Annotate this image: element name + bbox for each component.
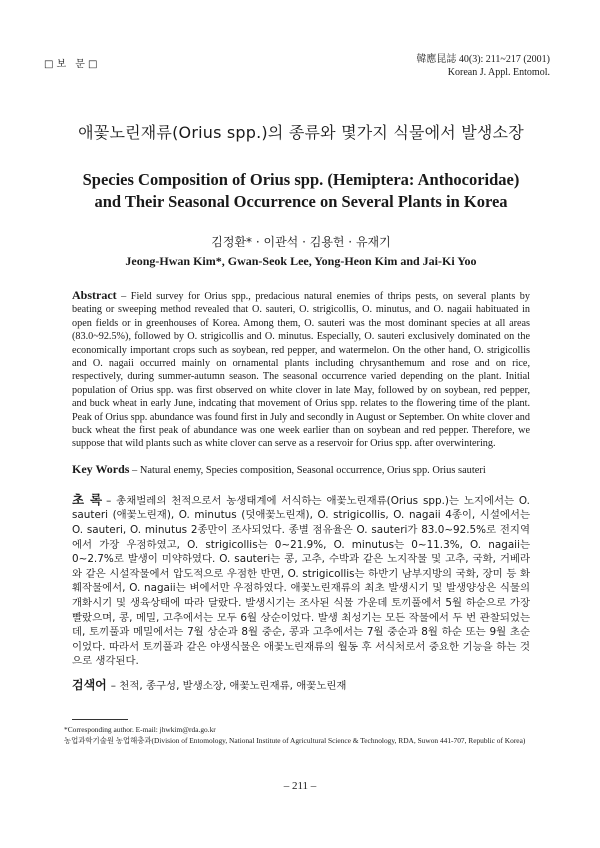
footnote-divider xyxy=(72,719,128,720)
journal-info xyxy=(416,53,550,79)
abstract-label: Abstract xyxy=(72,288,117,302)
journal-name: Korean J. Appl. Entomol. xyxy=(447,67,550,78)
title-english xyxy=(72,169,530,213)
title-english-line2: and Their Seasonal Occurrence on Several Plants in Korea xyxy=(94,192,508,211)
keywords-label: Key Words xyxy=(72,461,130,476)
journal-citation: 韓應昆誌 40(3): 211~217 (2001) xyxy=(416,54,550,65)
korean-abstract-text: – 총채벌레의 천적으로서 농생태계에 서식하는 애꽃노린재류(Orius spp.)는 노지에서는 O. sauteri (애꽃노린재), O. minutus (덧애꽃노린재), O. strigicollis, O. nagaii 4종이, 시설에서는 O. sauteri, O. minutus 2종만이 조사되었다. 종별 점유율은 O. sauteri가 83.0~92.5%로 전지역에서 가장 우점하였고, O. strigicollis는 0~21.9%, O. minutus는 0~11.3%, O. nagaii는 0~2.7%로 발생이 미약하였다. O. sauteri는 콩, 고추, 수박과 같은 노지작물 및 고추, 국화, 거베라와 같은 시설작물에서 압도적으로 우점한 반면, O. strigicollis는 하반기 남부지방의 국화, 장미 등 화훼작물에서, O. nagaii는 벼에서만 우점하였다. 애꽃노린재류의 최초 발생시기 및 발생양상은 식물의 개화시기 및 생육상태에 따라 달랐다. 발생시기는 조사된 식물 가운데 토끼풀에서 5월 하순으로 가장 빨랐으며, 콩, 메밀, 고추에서는 모두 6월 상순이었다. 발생 최성기는 모든 작물에서 두 번 관찰되었는데, 토끼풀과 메밀에서는 7월 상순과 8월 중순, 콩과 고추에서는 7월 중순과 8월 하순 또는 9월 초순이었다. 따라서 토끼풀과 같은 야생식물은 애꽃노린재류의 월동 후 서식처로서 중요한 기능을 하는 것으로 생각된다. xyxy=(72,494,530,668)
keywords xyxy=(72,462,530,477)
footnote-corresponding-author: *Corresponding author. E-mail: jhwkim@rda.go.kr xyxy=(64,725,216,734)
title-english-line1: Species Composition of Orius spp. (Hemiptera: Anthocoridae) xyxy=(82,170,520,189)
footnote-affiliation: 농업과학기술원 농업해충과(Division of Entomology, National Institute of Agricultural Science & Technology, RDA, Suwon 441-707, Republic of Korea) xyxy=(64,736,526,745)
page-number: – 211 – xyxy=(283,780,317,792)
korean-keywords xyxy=(72,676,530,693)
footnotes xyxy=(64,724,530,746)
abstract xyxy=(72,289,530,451)
keywords-text: – Natural enemy, Species composition, Seasonal occurrence, Orius spp. Orius sauteri xyxy=(129,464,486,476)
korean-keywords-text: – 천적, 종구성, 발생소장, 애꽃노린재류, 애꽃노린재 xyxy=(110,680,347,692)
korean-keywords-label: 검색어 xyxy=(72,678,107,692)
section-label: □보 문□ xyxy=(44,59,101,70)
authors-english: Jeong-Hwan Kim*, Gwan-Seok Lee, Yong-Heon Kim and Jai-Ki Yoo xyxy=(125,254,477,268)
abstract-text: – Field survey for Orius spp., predacious natural enemies of thrips pests, on several plants by beating or sweeping method revealed that O. sauteri, O. strigicollis, O. minutus, and O. nagaii habituated in open fields or in greenhouses of Korea. Among them, O. sauteri was the most dominant species at all areas (83.0~92.5%), followed by O. strigicollis and O. minutus. Especially, O. sauteri exclusively dominated on the economically important crops such as soybean, red pepper, and watermelon. On the other hand, O. strigicollis and O. nagaii occurred mainly on ornamental plants including chrysanthemum and rose and on rice, respectively, during summer-autumn season. The seasonal occurrence varied depending on the plant. Initial population of Orius spp. was first observed on white clover in late May, followed by on soybean, red pepper, and buck wheat in early June, indcating that movement of Orius spp. relates to the flowering time of the plant. Peak of Orius spp. abundance was found first in July and secondly in August or September. On white clover and buck wheat the first peak of abundance was one week earlier than on soybean and red pepper. Therefore, we suppose that wild plants such as white clover can serve as a reservoir for Orius spp. after overwintering. xyxy=(72,291,530,450)
korean-abstract xyxy=(72,493,530,669)
korean-abstract-label: 초 록 xyxy=(72,491,103,507)
title-korean: 애꽃노린재류(Orius spp.)의 종류와 몇가지 식물에서 발생소장 xyxy=(78,123,524,142)
authors-korean: 김정환* · 이관석 · 김용헌 · 유재기 xyxy=(211,235,391,249)
